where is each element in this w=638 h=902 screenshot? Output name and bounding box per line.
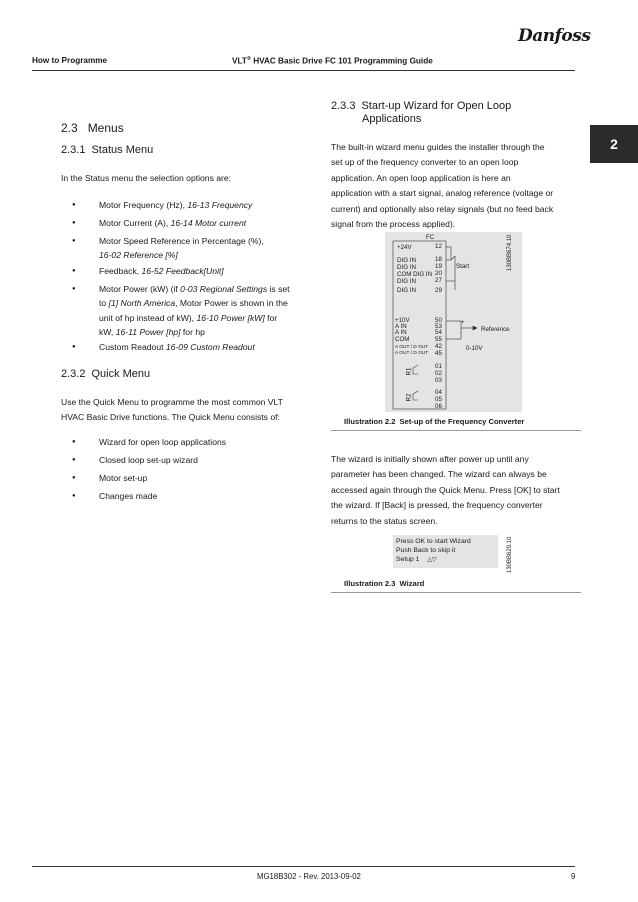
terminal-label: DIG IN	[397, 257, 416, 264]
running-header-section: How to Programme	[32, 56, 108, 65]
terminal-label: A IN	[395, 323, 407, 330]
terminal-number: 54	[435, 329, 442, 336]
chapter-tab: 2	[590, 125, 638, 163]
start-label: Start	[456, 263, 470, 270]
caption-rule	[331, 430, 581, 431]
terminal-label: A OUT / D OUT	[395, 345, 429, 350]
diagram-code: 130BB674.10	[507, 234, 513, 271]
footer-doc-id: MG18B302 - Rev. 2013-09-02	[257, 872, 361, 881]
terminal-label: +10V	[395, 317, 410, 324]
wiring-diagram	[385, 232, 522, 412]
diagram-wiring-lines	[385, 232, 522, 412]
running-header-title: VLT® HVAC Basic Drive FC 101 Programming Guide	[232, 56, 433, 66]
terminal-number: 04	[435, 389, 442, 396]
terminal-number: 29	[435, 287, 442, 294]
status-list	[61, 198, 321, 358]
terminal-number: 20	[435, 270, 442, 277]
lcd-line-2: Push Back to skip it	[396, 547, 456, 554]
terminal-number: 18	[435, 256, 442, 263]
terminal-number: 19	[435, 263, 442, 270]
list-item: ● Changes made	[61, 489, 349, 503]
switch	[451, 256, 455, 260]
lcd-display	[393, 535, 498, 568]
terminal-label: DIG IN	[397, 278, 416, 285]
terminal-number: 05	[435, 396, 442, 403]
heading-2-3-3: 2.3.3 Start-up Wizard for Open Loop	[331, 100, 512, 112]
terminal-number: 50	[435, 317, 442, 324]
illustration-2-2-caption: Illustration 2.2 Set-up of the Frequency Converter	[344, 417, 525, 426]
illustration-2-3-caption: Illustration 2.3 Wizard	[344, 579, 425, 588]
fc-box	[393, 241, 446, 409]
terminal-number: 03	[435, 377, 442, 384]
terminal-label: A IN	[395, 329, 407, 336]
terminal-number: 01	[435, 363, 442, 370]
danfoss-logo: Danfoss	[518, 26, 591, 46]
page-number: 9	[571, 872, 576, 881]
wizard-paragraph-2: The wizard is initially shown after power up until any parameter has been changed. The wizard can always be accessed again through the Quick Menu. Press [OK] to start the wizard. If [Back] is pressed, the frequency converter returns to the status screen.	[331, 454, 560, 526]
heading-2-3: 2.3 Menus	[61, 121, 124, 135]
list-item: ● Motor Current (A), 16-14 Motor current	[61, 216, 349, 230]
relay-symbol	[413, 365, 418, 374]
plus-label: +	[461, 319, 465, 326]
range-label: 0-10V	[466, 345, 483, 352]
terminal-label: DIG IN	[397, 287, 416, 294]
lcd-line-3: Setup 1 △▽	[396, 556, 437, 563]
terminal-number: 06	[435, 403, 442, 410]
relay-r1-label: R1	[405, 367, 413, 376]
terminal-label: +24V	[397, 244, 412, 251]
arrow-up-down-icon: △▽	[427, 557, 437, 563]
footer-rule	[32, 866, 575, 867]
heading-2-3-3-cont: Applications	[362, 113, 422, 125]
list-item: ● Custom Readout 16-09 Custom Readout	[61, 340, 349, 354]
caption-rule	[331, 592, 581, 593]
list-item: ● Feedback, 16-52 Feedback[Unit]	[61, 264, 349, 278]
terminal-number: 27	[435, 277, 442, 284]
quick-intro: Use the Quick Menu to programme the most common VLT HVAC Basic Drive functions. The Quick Menu consists of:	[61, 397, 283, 423]
terminal-label: COM	[395, 336, 410, 343]
terminal-label: COM DIG IN	[397, 271, 433, 278]
status-intro: In the Status menu the selection options are:	[61, 173, 232, 183]
terminal-number: 12	[435, 243, 442, 250]
relay-r2-label: R2	[405, 393, 413, 402]
list-item: ● Motor set-up	[61, 471, 349, 485]
lcd-line-1: Press OK to start Wizard	[396, 538, 471, 545]
lcd-code: 130BB629.10	[507, 536, 513, 573]
terminal-label: DIG IN	[397, 264, 416, 271]
list-item: ● Closed loop set-up wizard	[61, 453, 349, 467]
terminal-number: 55	[435, 336, 442, 343]
arrow	[473, 326, 477, 330]
heading-2-3-1: 2.3.1 Status Menu	[61, 144, 154, 156]
list-item: ● Motor Frequency (Hz), 16-13 Frequency	[61, 198, 349, 212]
list-item: ● Motor Power (kW) (if 0-03 Regional Settings is set to [1] North America, Motor Power is shown in the unit of hp instead of kW), 16-10 Power [kW] for kW, 16-11 Power [hp] for hp	[61, 282, 349, 340]
reference-label: Reference	[481, 326, 510, 333]
heading-2-3-2: 2.3.2 Quick Menu	[61, 368, 151, 380]
relay-symbol	[413, 391, 418, 400]
quick-list	[61, 435, 321, 515]
terminal-number: 42	[435, 343, 442, 350]
terminal-number: 53	[435, 323, 442, 330]
terminal-label: A OUT / D OUT	[395, 351, 429, 356]
terminal-number: 02	[435, 370, 442, 377]
list-item: ● Motor Speed Reference in Percentage (%), 16-02 Reference [%]	[61, 234, 349, 263]
list-item: ● Wizard for open loop applications	[61, 435, 349, 449]
wizard-paragraph-1: The built-in wizard menu guides the installer through the set up of the frequency converter to an open loop application. An open loop application is here an application with a start signal, analog reference (voltage or current) and optionally also relay signals (but no feed back signal from the process applied).	[331, 142, 554, 230]
fc-label: FC	[426, 234, 435, 241]
terminal-number: 45	[435, 350, 442, 357]
header-rule	[32, 70, 575, 71]
